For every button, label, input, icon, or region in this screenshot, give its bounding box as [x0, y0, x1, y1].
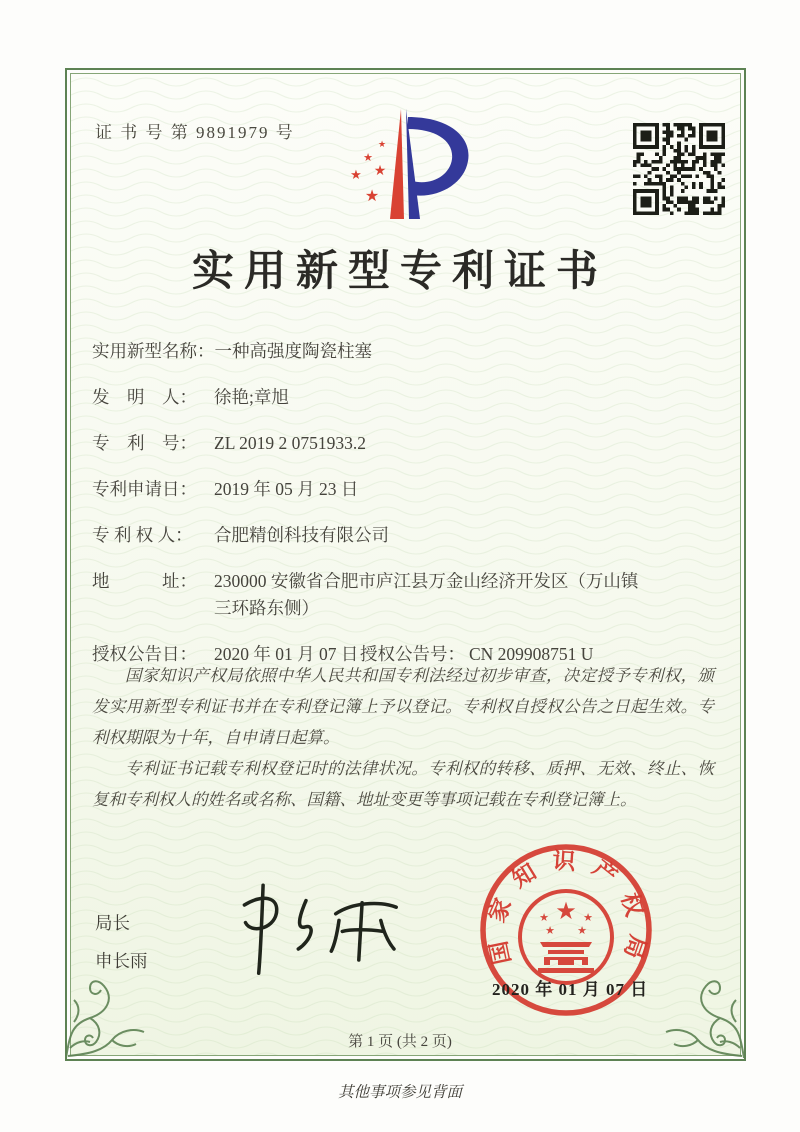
- address-line-2: 三环路东侧）: [214, 598, 319, 618]
- seal-date: 2020 年 01 月 07 日: [492, 980, 649, 999]
- field-utility-model-name: [92, 338, 717, 365]
- field-label: 发 明 人：: [92, 387, 197, 407]
- field-value: [214, 568, 638, 622]
- qr-code: [633, 123, 725, 215]
- logo-star-icon: ★: [373, 164, 387, 179]
- cnipa-logo: [330, 103, 485, 225]
- legal-paragraph-2: 专利证书记载专利权登记时的法律状况。专利权的转移、质押、无效、终止、恢复和专利权人的姓名或名称、国籍、地址变更等事项记载在专利登记簿上。: [92, 759, 714, 809]
- emblem-star-icon: ★: [539, 912, 549, 924]
- field-value: ZL 2019 2 0751933.2: [214, 433, 366, 453]
- field-value: CN 209908751 U: [469, 644, 594, 664]
- back-note: 其他事项参见背面: [337, 1084, 462, 1101]
- logo-star-icon: ★: [364, 188, 380, 205]
- field-inventors: [92, 384, 717, 411]
- logo-red-wedge: [390, 109, 404, 219]
- field-label: 地 址：: [92, 571, 197, 591]
- emblem-star-icon: ★: [545, 925, 555, 937]
- seal-national-emblem: [520, 891, 612, 983]
- field-label: 专利申请日：: [92, 479, 197, 499]
- logo-star-icon: ★: [350, 167, 362, 182]
- officer-name: 申长雨: [95, 951, 148, 971]
- field-label: 专 利 权 人：: [92, 525, 193, 545]
- page-indicator: 第 1 页 (共 2 页): [348, 1034, 452, 1050]
- certificate-number: 证 书 号 第 9891979 号: [95, 123, 295, 142]
- field-value: 徐艳;章旭: [214, 387, 289, 407]
- field-label: 授权公告日：: [92, 644, 197, 664]
- certificate-fields: [92, 338, 717, 687]
- address-line-1: 230000 安徽省合肥市庐江县万金山经济开发区（万山镇: [214, 571, 639, 591]
- logo-star-icon: ★: [377, 139, 387, 149]
- legal-text: [92, 660, 714, 815]
- field-value: 2019 年 05 月 23 日: [214, 479, 359, 499]
- field-filing-date: [92, 476, 717, 503]
- field-value: 一种高强度陶瓷柱塞: [214, 341, 372, 361]
- field-label: 实用新型名称：: [92, 341, 215, 361]
- field-value: 合肥精创科技有限公司: [214, 525, 389, 545]
- officer-title: 局长: [95, 913, 130, 933]
- emblem-star-icon: ★: [583, 912, 593, 924]
- logo-p-bowl: [408, 117, 469, 196]
- emblem-star-icon: ★: [555, 899, 577, 925]
- field-address: [92, 568, 717, 622]
- field-patentee: [92, 522, 717, 549]
- legal-paragraph-1: 国家知识产权局依照中华人民共和国专利法经过初步审查，决定授予专利权，颁发实用新型专利证书并在专利登记簿上予以登记。专利权自授权公告之日起生效。专利权期限为十年，自申请日起算。: [92, 666, 714, 747]
- field-label: 授权公告号：: [360, 644, 465, 664]
- field-value: 2020 年 01 月 07 日: [214, 644, 359, 664]
- field-label: 专 利 号：: [92, 433, 197, 453]
- field-patent-number: [92, 430, 717, 457]
- certificate-title: 实用新型专利证书: [191, 249, 608, 295]
- officer-signature: [215, 872, 430, 982]
- officer-block: [95, 910, 148, 986]
- logo-star-icon: ★: [363, 152, 373, 164]
- seal-text: 国家知识产权局: [482, 848, 652, 976]
- emblem-star-icon: ★: [577, 925, 587, 937]
